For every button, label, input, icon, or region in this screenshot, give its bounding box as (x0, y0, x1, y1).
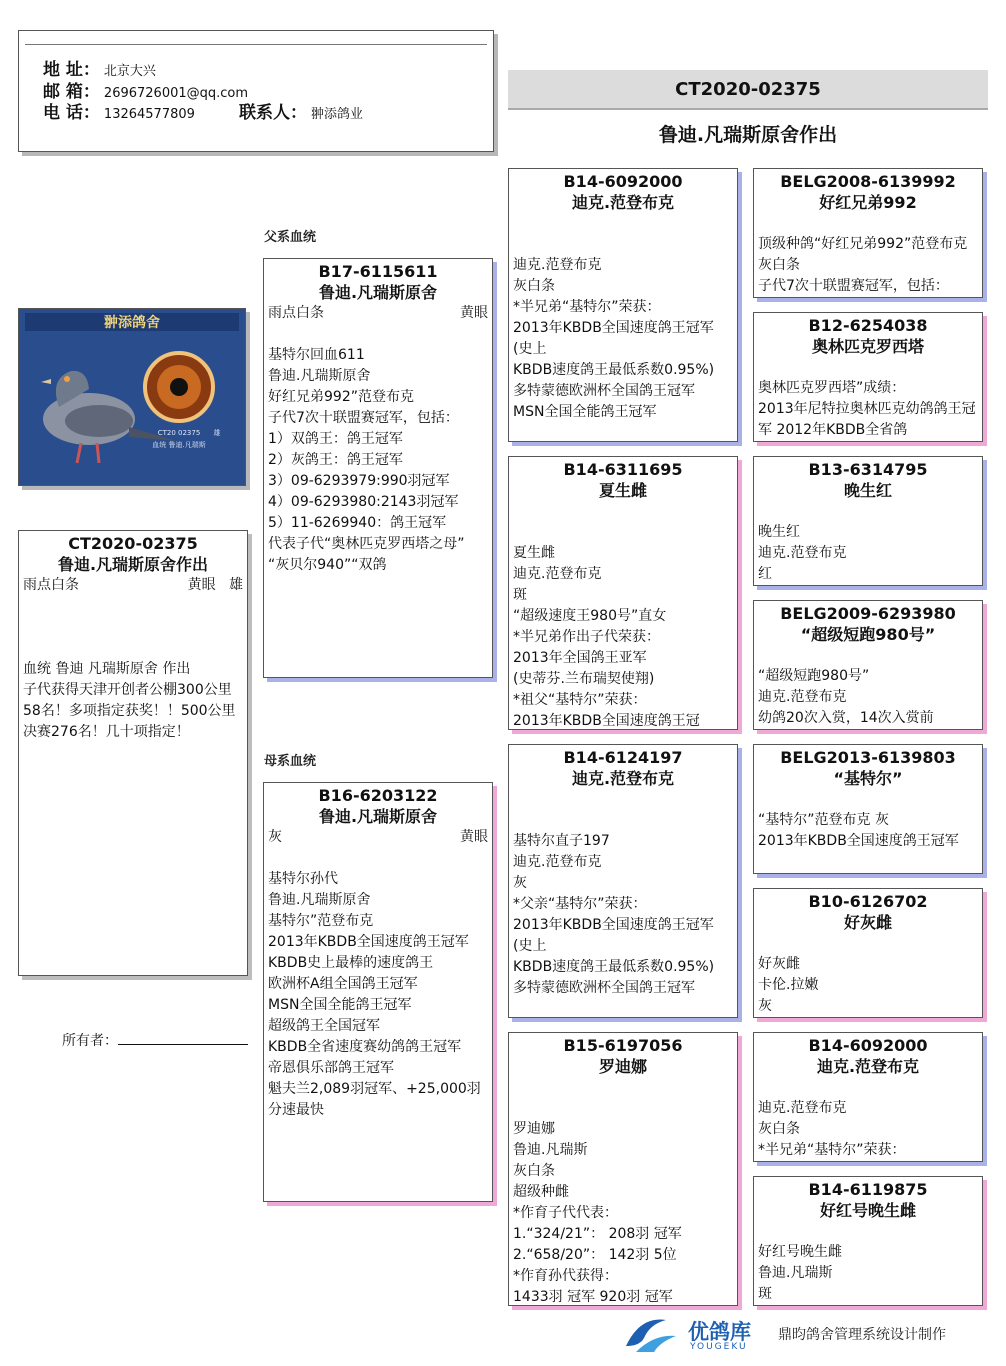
pedigree-ring-title: CT2020-02375 (508, 70, 988, 110)
great-grandparent-line: 晚生红 (758, 524, 800, 540)
great-grandparent-name: 晚生红 (843, 481, 892, 500)
great-grandparent-line: *半兄弟“基特尔”荣获： (758, 1142, 906, 1158)
grandparent-ring: B14-6092000 (563, 172, 683, 191)
photo-caption-sex: 雄 (213, 429, 221, 437)
sire-eye: 黄眼 (460, 305, 488, 321)
great-grandparent-ring: B10-6126702 (808, 892, 928, 911)
sire-line: 基特尔回血611 (268, 347, 365, 363)
email-label: 邮 箱： (43, 82, 100, 102)
brand-subtitle: YOUGEKU (690, 1342, 748, 1352)
dam-name: 鲁迪.凡瑞斯原舍 (318, 807, 438, 826)
great-grandparent-ring: B13-6314795 (808, 460, 928, 479)
made-by-text: 鼎昀鸽舍管理系统设计制作 (778, 1327, 946, 1343)
dam-line: 2013年KBDB全国速度鸽王冠军 (268, 934, 469, 950)
great-grandparent-card (753, 456, 983, 586)
dam-color-eye-row (268, 827, 488, 848)
great-grandparent-line: 顶级种鸽“好红兄弟992”范登布克 灰白条 (758, 236, 968, 273)
grandparent-line: (史蒂芬.兰布瑞契使翔) (513, 671, 655, 687)
grandparent-line: 超级种雌 (513, 1184, 569, 1200)
great-grandparent-name: “基特尔” (833, 769, 903, 788)
grandparent-line: 夏生雌 (513, 545, 555, 561)
great-grandparent-card (753, 312, 983, 442)
sire-color-eye-row (268, 303, 488, 324)
phone-row (43, 98, 363, 123)
dam-ring: B16-6203122 (318, 786, 438, 805)
photo-caption-ring: CT20 02375 (157, 429, 201, 437)
brand-name: 优鸽库 (688, 1320, 751, 1344)
grandparent-line: MSN全国全能鸽王冠军 (513, 404, 657, 420)
grandparent-line: 基特尔直子197 (513, 833, 610, 849)
great-grandparent-name: 好灰雌 (843, 913, 892, 932)
great-grandparent-name: “超级短跑980号” (800, 625, 936, 644)
pedigree-breeder-title: 鲁迪.凡瑞斯原舍作出 (658, 124, 838, 146)
subject-line: 血统 鲁迪 凡瑞斯原舍 作出 (23, 661, 191, 677)
great-grandparent-card (753, 1176, 983, 1306)
subject-sex: 雄 (229, 577, 243, 593)
sire-line: 3）09-6293979:990羽冠军 (268, 473, 450, 489)
grandparent-name: 迪克.范登布克 (571, 193, 675, 212)
dam-line: 鲁迪.凡瑞斯原舍 (268, 892, 371, 908)
subject-card (18, 530, 248, 976)
phone-label: 电 话： (43, 103, 100, 123)
sire-line: 1）双鸽王：鸽王冠军 (268, 431, 403, 447)
dam-line: 基特尔”范登布克 (268, 913, 374, 929)
owner-label: 所有者： (62, 1033, 118, 1049)
sire-line-label: 父系血统 (264, 230, 317, 245)
grandparent-line: 2013年KBDB全国速度鸽王冠 (513, 713, 700, 729)
great-grandparent-line: 好灰雌 (758, 956, 800, 972)
subject-color-eye-row (23, 575, 243, 596)
grandparent-ring: B14-6124197 (563, 748, 683, 767)
great-grandparent-line: 鲁迪.凡瑞斯 (758, 1265, 833, 1281)
great-grandparent-line: 奥林匹克罗西塔”成绩： (758, 380, 906, 396)
great-grandparent-line: 子代7次十联盟赛冠军，包括： (758, 278, 949, 294)
grandparent-line: KBDB速度鸽王最低系数0.95%) (513, 959, 715, 975)
grandparent-line: 2013年KBDB全国速度鸽王冠军(史上 (513, 320, 714, 357)
great-grandparent-name: 好红兄弟992 (819, 193, 917, 212)
great-grandparent-card (753, 1032, 983, 1162)
subject-ring: CT2020-02375 (68, 534, 198, 553)
great-grandparent-line: 迪克.范登布克 (758, 545, 847, 561)
pigeon-photo-art (19, 309, 245, 485)
sire-line: 代表子代“奥林匹克罗西塔之母” (268, 536, 465, 552)
grandparent-line: 2013年KBDB全国速度鸽王冠军(史上 (513, 917, 714, 954)
great-grandparent-line: 好红号晚生雌 (758, 1244, 842, 1260)
sire-line: 4）09-6293980:2143羽冠军 (268, 494, 459, 510)
grandparent-card (508, 168, 738, 442)
grandparent-line: 灰 (513, 875, 527, 891)
footer (620, 1312, 990, 1356)
sire-line: 5）11-6269940：鸽王冠军 (268, 515, 447, 531)
great-grandparent-line: 2013年尼特拉奥林匹克幼鸽鸽王冠军 2012年KBDB全省鸽 (758, 401, 976, 438)
great-grandparent-line: 红 (758, 566, 772, 582)
dam-line: 魁夫兰2,089羽冠军、+25,000羽分速最快 (268, 1081, 481, 1118)
great-grandparent-card (753, 888, 983, 1018)
email-value: 2696726001@qq.com (103, 86, 249, 101)
dam-line: KBDB史上最棒的速度鸽王 (268, 955, 434, 971)
grandparent-line: *父亲“基特尔”荣获： (513, 896, 647, 912)
subject-line: 子代获得天津开创者公棚300公里58名！多项指定获奖！！500公里决赛276名！几十项指定！ (23, 682, 236, 740)
grandparent-line: *半兄弟作出子代荣获： (513, 629, 660, 645)
grandparent-name: 罗迪娜 (598, 1057, 647, 1076)
grandparent-line: 1433羽 冠军 920羽 冠军 (513, 1289, 673, 1305)
great-grandparent-name: 奥林匹克罗西塔 (811, 337, 924, 356)
sire-color: 雨点白条 (268, 305, 324, 321)
owner-row (62, 1030, 248, 1050)
grandparent-card (508, 456, 738, 730)
grandparent-line: 多特蒙德欧洲杯全国鸽王冠军 (513, 383, 695, 399)
subject-color: 雨点白条 (23, 577, 79, 593)
grandparent-line: *作育孙代获得： (513, 1268, 618, 1284)
dam-line: 帝恩俱乐部鸽王冠军 (268, 1060, 394, 1076)
grandparent-line: 1.“324/21”： 208羽 冠军 (513, 1226, 682, 1242)
grandparent-line: 迪克.范登布克 (513, 854, 602, 870)
great-grandparent-line: “基特尔”范登布克 灰 (758, 812, 889, 828)
grandparent-line: *半兄弟“基特尔”荣获： (513, 299, 661, 315)
great-grandparent-ring: BELG2009-6293980 (780, 604, 956, 623)
pigeon-photo (18, 308, 246, 486)
sire-line: 好红兄弟992”范登布克 (268, 389, 414, 405)
sire-line: 2）灰鸽王：鸽王冠军 (268, 452, 403, 468)
great-grandparent-line: 卡伦.拉嫩 (758, 977, 819, 993)
grandparent-line: 罗迪娜 (513, 1121, 555, 1137)
subject-eye: 黄眼 (187, 577, 216, 593)
photo-logo-text: 翀添鸽舍 (104, 315, 160, 331)
grandparent-line: KBDB速度鸽王最低系数0.95%) (513, 362, 715, 378)
sire-line: 鲁迪.凡瑞斯原舍 (268, 368, 371, 384)
photo-caption-line: 血统 鲁迪.凡瑞斯 (152, 441, 206, 449)
great-grandparent-ring: B14-6119875 (808, 1180, 928, 1199)
contact-person-value: 翀添鸽业 (311, 107, 364, 122)
owner-blank[interactable] (118, 1030, 248, 1045)
dam-line: 欧洲杯A组全国鸽王冠军 (268, 976, 418, 992)
sire-line: “灰贝尔940”“双鸽 (268, 557, 387, 573)
contact-rule (25, 44, 487, 45)
grandparent-name: 夏生雌 (598, 481, 647, 500)
contact-person-label: 联系人： (239, 103, 308, 123)
dam-line: MSN全国全能鸽王冠军 (268, 997, 412, 1013)
great-grandparent-line: 迪克.范登布克 (758, 689, 847, 705)
grandparent-name: 迪克.范登布克 (571, 769, 675, 788)
dam-line: 超级鸽王全国冠军 (268, 1018, 380, 1034)
grandparent-card (508, 1032, 738, 1306)
great-grandparent-ring: BELG2013-6139803 (780, 748, 956, 767)
grandparent-ring: B15-6197056 (563, 1036, 683, 1055)
great-grandparent-line: 灰白条 (758, 1121, 800, 1137)
grandparent-line: 灰白条 (513, 1163, 555, 1179)
grandparent-line: 2013年全国鸽王亚军 (513, 650, 647, 666)
sire-name: 鲁迪.凡瑞斯原舍 (318, 283, 438, 302)
great-grandparent-ring: B14-6092000 (808, 1036, 928, 1055)
grandparent-line: 鲁迪.凡瑞斯 (513, 1142, 588, 1158)
grandparent-line: 灰白条 (513, 278, 555, 294)
brand-logo-icon (620, 1312, 680, 1356)
subject-name: 鲁迪.凡瑞斯原舍作出 (57, 555, 209, 574)
great-grandparent-card (753, 168, 983, 298)
great-grandparent-name: 迪克.范登布克 (816, 1057, 920, 1076)
dam-line-label: 母系血统 (264, 754, 317, 769)
contact-box (18, 30, 494, 152)
great-grandparent-ring: B12-6254038 (808, 316, 928, 335)
great-grandparent-line: “超级短跑980号” (758, 668, 870, 684)
sire-line: 子代7次十联盟赛冠军，包括： (268, 410, 459, 426)
grandparent-line: *祖父“基特尔”荣获： (513, 692, 647, 708)
great-grandparent-line: 幼鸽20次入赏，14次入赏前 (758, 710, 934, 726)
phone-value: 13264577809 (103, 107, 195, 122)
sire-ring: B17-6115611 (318, 262, 438, 281)
address-label: 地 址： (43, 60, 100, 80)
dam-card (263, 782, 493, 1202)
grandparent-line: *作育子代代表： (513, 1205, 618, 1221)
great-grandparent-line: 2013年KBDB全国速度鸽王冠军 (758, 833, 959, 849)
great-grandparent-line: 斑 (758, 1286, 772, 1302)
dam-color: 灰 (268, 829, 282, 845)
great-grandparent-line: 迪克.范登布克 (758, 1100, 847, 1116)
grandparent-card (508, 744, 738, 1018)
dam-eye: 黄眼 (460, 829, 488, 845)
dam-line: 基特尔孙代 (268, 871, 338, 887)
great-grandparent-name: 好红号晚生雌 (819, 1201, 916, 1220)
grandparent-line: “超级速度王980号”直女 (513, 608, 667, 624)
sire-card (263, 258, 493, 678)
address-value: 北京大兴 (103, 64, 156, 79)
great-grandparent-card (753, 744, 983, 874)
grandparent-line: 迪克.范登布克 (513, 566, 602, 582)
dam-line: KBDB全省速度赛幼鸽鸽王冠军 (268, 1039, 462, 1055)
grandparent-line: 迪克.范登布克 (513, 257, 602, 273)
great-grandparent-ring: BELG2008-6139992 (780, 172, 956, 191)
great-grandparent-line: 灰 (758, 998, 772, 1014)
grandparent-line: 斑 (513, 587, 527, 603)
grandparent-ring: B14-6311695 (563, 460, 683, 479)
great-grandparent-card (753, 600, 983, 730)
grandparent-line: 2.“658/20”： 142羽 5位 (513, 1247, 677, 1263)
grandparent-line: 多特蒙德欧洲杯全国鸽王冠军 (513, 980, 695, 996)
